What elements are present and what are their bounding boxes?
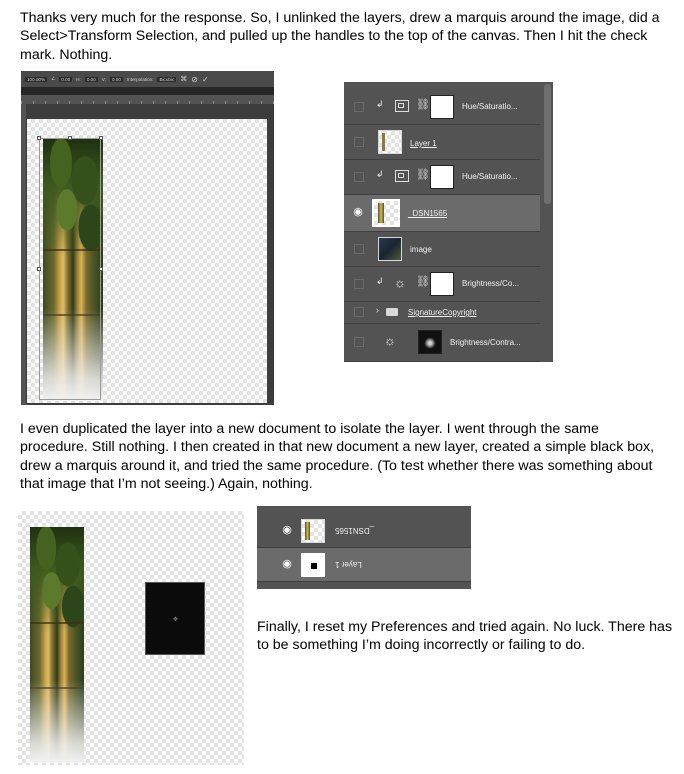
interpolation-label: Interpolation: (126, 76, 154, 82)
layer-thumbnail[interactable] (378, 130, 402, 154)
layer-name: Hue/Saturatio... (462, 172, 518, 181)
paragraph-intro: Thanks very much for the response. So, I unlinked the layers, drew a marquis around the image, did a Select>Transform Selection, and pulled up the handles to the top of the canvas. Then I hit the check mark. Nothing. (20, 10, 660, 63)
hue-saturation-icon (395, 100, 409, 112)
layer-row[interactable] (257, 514, 471, 548)
layer-group-row[interactable] (344, 302, 540, 324)
transform-center-icon: ✥ (173, 617, 179, 623)
layers-scrollbar[interactable] (544, 84, 551, 204)
layer-thumbnail[interactable] (301, 553, 325, 577)
layer-row[interactable] (344, 90, 540, 125)
hue-saturation-icon (395, 170, 409, 182)
layer-name: image (410, 245, 432, 254)
visibility-toggle[interactable] (354, 137, 364, 147)
h-skew-field[interactable]: 0.00 (86, 76, 96, 82)
eye-icon[interactable]: ◉ (282, 558, 292, 570)
layer-row[interactable] (344, 267, 540, 302)
transform-selection-box[interactable] (145, 582, 205, 655)
layers-panel-2 (257, 506, 471, 589)
link-icon[interactable]: ⛓ (416, 276, 430, 288)
layer-name: Layer 1 (410, 139, 437, 148)
chevron-right-icon[interactable]: › (376, 305, 379, 315)
document-tab-bar (21, 87, 274, 95)
layer-mask-thumbnail[interactable] (430, 165, 454, 189)
layer-name: SignatureCopyright (408, 308, 477, 317)
clip-arrow-icon: ↲ (376, 99, 384, 109)
brightness-contrast-icon: ☼ (394, 275, 406, 290)
layer-thumbnail[interactable] (378, 237, 402, 261)
bamboo-image (30, 527, 84, 763)
options-bar (21, 71, 274, 87)
h-skew-label: H: (76, 76, 81, 82)
interpolation-select[interactable]: Bicubic (159, 76, 175, 82)
angle-field[interactable]: 0.00 (61, 76, 71, 82)
visibility-toggle[interactable] (354, 307, 364, 317)
layer-row[interactable] (344, 232, 540, 267)
photoshop-screenshot-2[interactable] (18, 511, 244, 765)
layers-panel (344, 82, 553, 362)
layer-name: Hue/Saturatio... (462, 102, 518, 111)
clip-arrow-icon: ↲ (376, 169, 384, 179)
transform-handle[interactable] (37, 267, 41, 271)
layer-mask-thumbnail[interactable] (430, 272, 454, 296)
layer-name-mirrored: Layer 1 (335, 560, 362, 569)
paragraph-conclusion: Finally, I reset my Preferences and tried again. No luck. There has to be something I’m doing incorrectly or failing to do. (257, 619, 673, 654)
layer-mask-thumbnail[interactable] (418, 330, 442, 354)
visibility-toggle[interactable] (354, 337, 364, 347)
eye-icon[interactable]: ◉ (353, 206, 363, 218)
visibility-toggle[interactable] (354, 279, 364, 289)
horizontal-ruler (21, 95, 274, 104)
transform-handle[interactable] (99, 267, 103, 271)
layer-name: Brightness/Co... (462, 279, 519, 288)
visibility-toggle[interactable] (354, 102, 364, 112)
transform-handle[interactable] (99, 136, 103, 140)
layer-thumbnail[interactable] (372, 199, 400, 227)
link-icon[interactable]: ⛓ (416, 99, 430, 111)
zoom-field[interactable]: 100.00% (27, 76, 46, 82)
layer-name: Brightness/Contra... (450, 338, 521, 347)
layer-name-mirrored: _DSN1565 (335, 526, 375, 535)
clip-arrow-icon: ↲ (376, 276, 384, 286)
canvas[interactable] (27, 119, 267, 403)
layer-name: _DSN1565 (408, 209, 448, 218)
photoshop-screenshot-1 (21, 71, 274, 405)
transform-handle[interactable] (68, 136, 72, 140)
layer-row[interactable] (344, 160, 540, 195)
check-icon[interactable]: ✓ (201, 74, 209, 84)
visibility-toggle[interactable] (354, 172, 364, 182)
layer-row-selected[interactable] (344, 195, 540, 232)
transform-handle[interactable] (37, 136, 41, 140)
v-skew-field[interactable]: 0.00 (111, 76, 121, 82)
angle-icon: ∠ (51, 76, 56, 81)
paragraph-duplicate-attempt: I even duplicated the layer into a new document to isolate the layer. I went through the same procedure. Still nothing. I then created in that new document a new layer, created a simple black box, drew a marquis around it, and tried the same procedure. (To test whether there was something about that image that I’m not seeing.) Again, nothing. (20, 421, 655, 493)
warp-icon[interactable]: ⌘ (180, 76, 188, 83)
eye-icon[interactable]: ◉ (282, 524, 292, 536)
v-skew-label: V: (101, 76, 106, 82)
transform-selection-box[interactable] (39, 138, 101, 400)
layer-row[interactable] (344, 324, 540, 362)
cancel-icon[interactable]: ⊘ (191, 74, 198, 84)
visibility-toggle[interactable] (354, 244, 364, 254)
layer-mask-thumbnail[interactable] (430, 95, 454, 119)
vertical-ruler (21, 104, 26, 405)
layer-row-selected[interactable] (257, 548, 471, 582)
brightness-contrast-icon: ☼ (384, 333, 396, 348)
folder-icon (386, 308, 398, 316)
layer-thumbnail[interactable] (301, 519, 325, 543)
layer-row[interactable] (344, 125, 540, 160)
link-icon[interactable]: ⛓ (416, 169, 430, 181)
